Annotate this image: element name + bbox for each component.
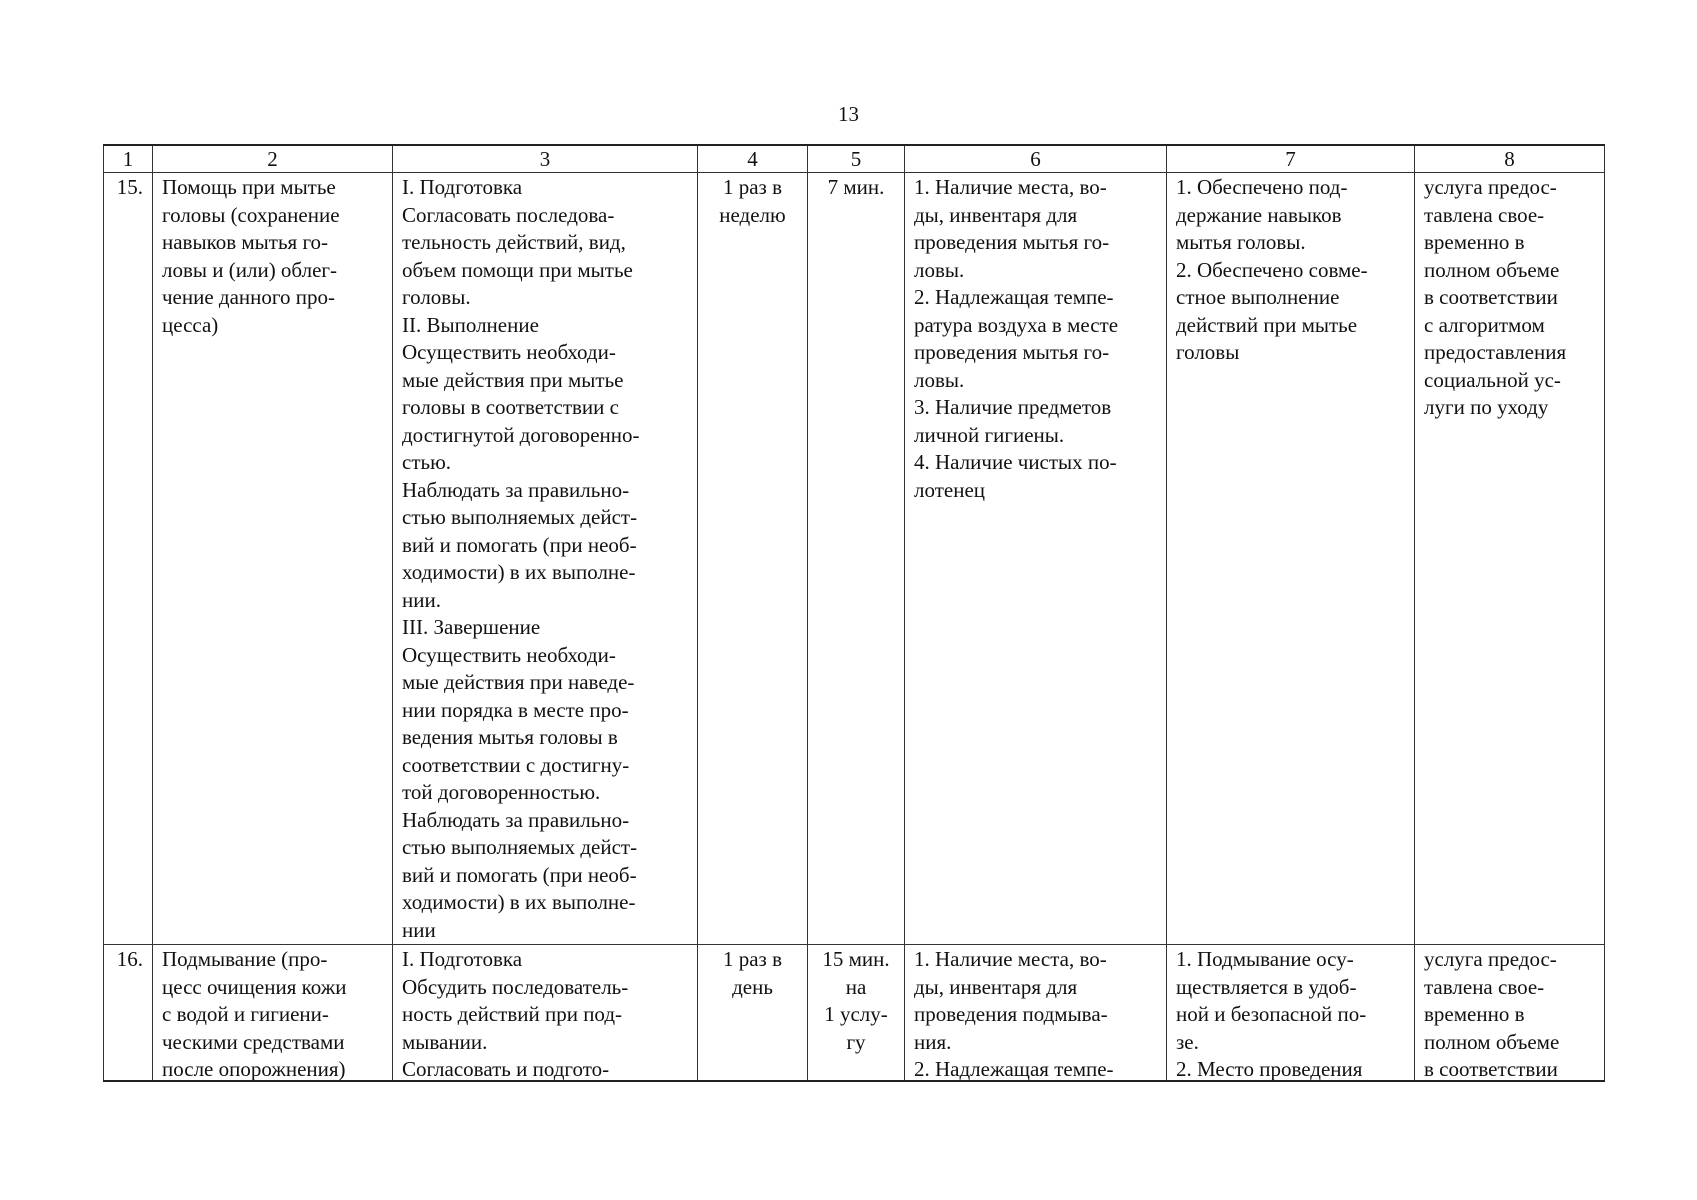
service-frequency: 1 раз в день [722, 947, 783, 999]
service-duration: 15 мин. на 1 услу- гу [822, 947, 890, 1054]
header-cell: 5 [808, 145, 905, 173]
service-results: 1. Обеспечено под- держание навыков мытья головы. 2. Обеспечено совме- стное выполнение действий при мытье головы [1176, 175, 1368, 364]
service-content: I. Подготовка Обсудить последователь- ность действий при под- мывании. Согласовать и подгото- [402, 947, 629, 1080]
header-cell: 7 [1167, 145, 1415, 173]
page-number: 13 [838, 102, 859, 126]
services-table [103, 144, 1605, 1082]
header-cell: 1 [104, 145, 153, 173]
table-row [104, 173, 1605, 945]
header-cell: 3 [393, 145, 698, 173]
service-name: Помощь при мытье головы (сохранение навыков мытья го- ловы и (или) облег- чение данного про- цесса) [162, 175, 340, 337]
service-conditions: 1. Наличие места, во- ды, инвентаря для проведения подмыва- ния. 2. Надлежащая темпе- [914, 947, 1114, 1080]
service-conditions: 1. Наличие места, во- ды, инвентаря для проведения мытья го- ловы. 2. Надлежащая темпе- ратура воздуха в месте проведения мытья го- ловы. 3. Наличие предметов личной гигиены. 4. Наличие чистых по- лотенец [914, 175, 1119, 502]
table-row [104, 945, 1605, 1082]
service-assessment: услуга предос- тавлена свое- временно в полном объеме в соответствии [1424, 947, 1560, 1080]
service-duration: 7 мин. [827, 175, 885, 199]
header-cell: 4 [698, 145, 808, 173]
service-content: I. Подготовка Согласовать последова- тельность действий, вид, объем помощи при мытье головы. II. Выполнение Осуществить необходи- мые действия при мытье головы в соответствии с достигнутой договоренно- стью. Наблюдать за правильно- стью выполняемых дейст- вий и помогать (при необ- ходимости) в их выполне- нии. III. Завершение Осуществить необходи- мые действия при наведе- нии порядка в месте про- ведения мытья головы в соответствии с достигну- той договоренностью. Наблюдать за правильно- стью выполняемых дейст- вий и помогать (при необ- ходимости) в их выполне- нии [402, 175, 640, 942]
service-frequency: 1 раз в неделю [719, 175, 786, 227]
header-cell: 8 [1415, 145, 1605, 173]
service-assessment: услуга предос- тавлена свое- временно в полном объеме в соответствии с алгоритмом предоставления социальной ус- луги по уходу [1424, 175, 1567, 419]
header-cell: 2 [153, 145, 393, 173]
service-results: 1. Подмывание осу- ществляется в удоб- ной и безопасной по- зе. 2. Место проведения [1176, 947, 1367, 1080]
row-number: 16. [116, 947, 143, 971]
table-header-row [104, 145, 1605, 173]
header-cell: 6 [905, 145, 1167, 173]
row-number: 15. [116, 175, 143, 199]
service-name: Подмывание (про- цесс очищения кожи с водой и гигиени- ческими средствами после опорожнения) [162, 947, 347, 1080]
